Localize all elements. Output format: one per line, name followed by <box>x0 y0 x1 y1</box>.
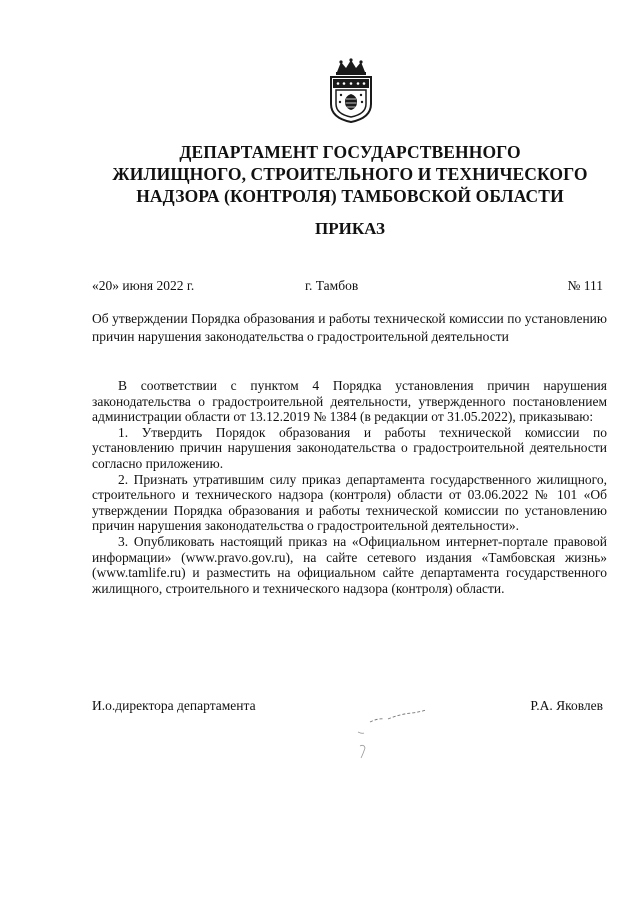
order-body <box>92 378 607 596</box>
department-title <box>40 141 640 207</box>
department-title-line: НАДЗОРА (КОНТРОЛЯ) ТАМБОВСКОЙ ОБЛАСТИ <box>136 186 564 206</box>
handwritten-signature-icon <box>340 700 440 770</box>
department-title-line: ДЕПАРТАМЕНТ ГОСУДАРСТВЕННОГО <box>179 142 521 162</box>
department-title-line: ЖИЛИЩНОГО, СТРОИТЕЛЬНОГО И ТЕХНИЧЕСКОГО <box>112 164 588 184</box>
body-paragraph: В соответствии с пунктом 4 Порядка установления причин нарушения законодательства о градостроительной деятельности, утвержденного постановлением администрации области от 13.12.2019 № 1384 (в редакции от 31.05.2022), приказываю: <box>92 378 607 425</box>
order-city: г. Тамбов <box>305 278 359 293</box>
order-subject: Об утверждении Порядка образования и работы технической комиссии по установлению причин нарушения законодательства о градостроительной деятельности <box>92 311 607 344</box>
signatory-role: И.о.директора департамента <box>92 698 256 713</box>
order-date: «20» июня 2022 г. <box>92 278 195 293</box>
body-paragraph: 1. Утвердить Порядок образования и работы технической комиссии по установлению причин нарушения законодательства о градостроительной деятельности согласно приложению. <box>92 424 607 471</box>
coat-of-arms-icon <box>327 58 375 124</box>
order-number: № 111 <box>567 278 603 293</box>
order-title: ПРИКАЗ <box>315 219 385 238</box>
body-paragraph: 3. Опубликовать настоящий приказ на «Официальном интернет-портале правовой информации» (www.pravo.gov.ru), на сайте сетевого издания «Тамбовская жизнь» (www.tamlife.ru) и разместить на официальном сайте департамента государственного жилищного, строительного и технического надзора (контроля) области. <box>92 533 607 596</box>
body-paragraph: 2. Признать утратившим силу приказ департамента государственного жилищного, строительного и технического надзора (контроля) области от 03.06.2022 № 101 «Об утверждении Порядка образования и работы технической комиссии по установлению причин нарушения законодательства о градостроительной деятельности». <box>92 471 607 534</box>
signatory-name: Р.А. Яковлев <box>530 698 603 713</box>
